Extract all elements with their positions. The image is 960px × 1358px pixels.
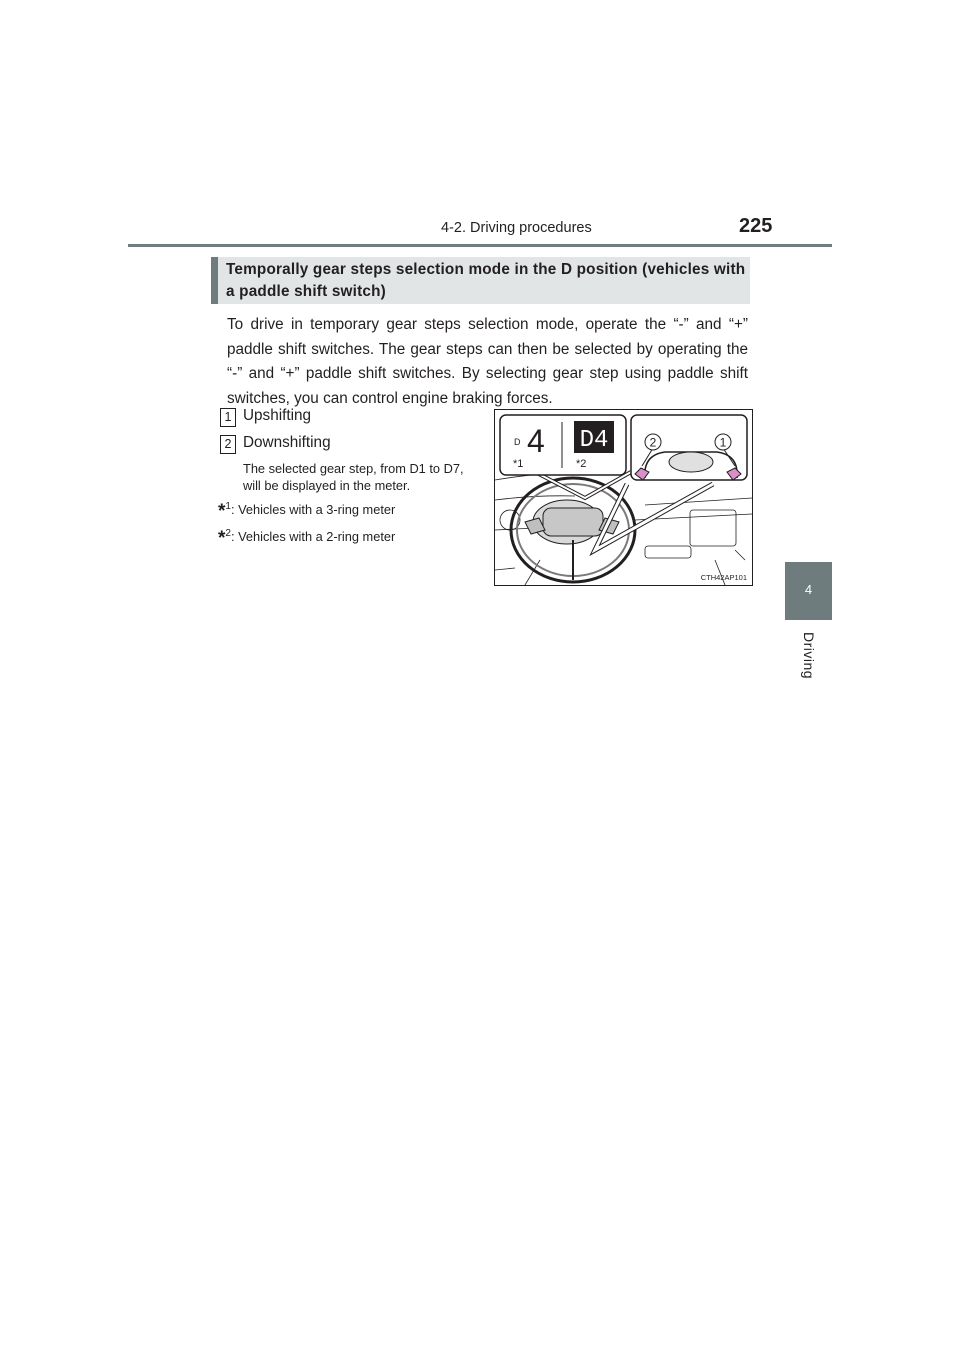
footnote-text: : Vehicles with a 2-ring meter [230, 529, 396, 544]
meter-display-box [500, 415, 626, 475]
item-number-2: 2 [220, 435, 236, 454]
footnote-1 [218, 498, 395, 520]
footnote-star: * [218, 528, 226, 549]
section-title: Temporally gear steps selection mode in the D position (vehicles with a paddle shift switch) [226, 261, 746, 300]
chapter-number: 4 [804, 582, 813, 597]
dashboard-drawing [495, 410, 752, 585]
star-label-2: *2 [576, 458, 587, 470]
paddle-shift-illustration [494, 409, 753, 586]
item-label-upshifting: Upshifting [243, 407, 312, 424]
header-divider [128, 244, 832, 247]
footnote-text: : Vehicles with a 3-ring meter [230, 502, 396, 517]
callout-1: 1 [719, 435, 727, 450]
section-body: To drive in temporary gear steps selection mode, operate the “-” and “+” paddle shift switches. The gear steps can then be selected by operating the “-” and “+” paddle shift switches. By selecting gear step using paddle shift switches, you can control engine braking forces. [227, 316, 748, 407]
footnote-number: 2 [225, 528, 231, 539]
page-number: 225 [739, 215, 773, 237]
meter1-small-text: D [514, 437, 521, 447]
paddle-closeup-box [631, 415, 747, 480]
item-number-1: 1 [220, 408, 236, 427]
chapter-label: Driving [801, 632, 817, 680]
figure-code: CTH42AP101 [700, 573, 747, 582]
meter2-display: D4 [579, 427, 609, 454]
star-label-1: *1 [513, 458, 524, 470]
chapter-tab[interactable] [785, 562, 832, 620]
gear-display-note: The selected gear step, from D1 to D7, will be displayed in the meter. [243, 461, 464, 493]
item-label-downshifting: Downshifting [243, 434, 331, 451]
footnote-star: * [218, 501, 226, 522]
footnote-number: 1 [225, 501, 231, 512]
header-section-title: 4-2. Driving procedures [441, 220, 592, 236]
section-heading-bar [211, 257, 218, 304]
footnote-2 [218, 525, 395, 547]
meter1-gear-number: 4 [527, 423, 545, 459]
callout-2: 2 [649, 435, 657, 450]
